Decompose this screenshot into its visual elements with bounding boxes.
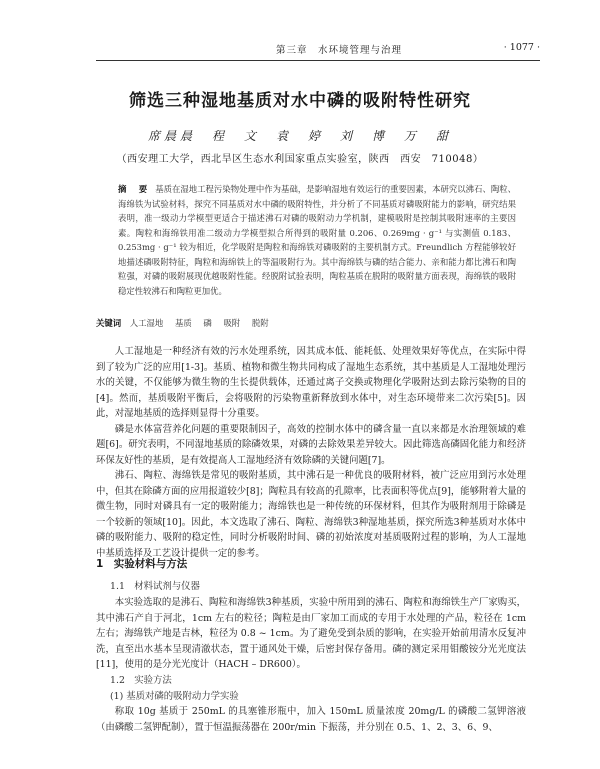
keyword: 人工湿地 bbox=[129, 318, 164, 328]
method-paragraph-block bbox=[96, 704, 526, 735]
subsection-heading: 1.2 实验方法 bbox=[110, 675, 172, 686]
running-header bbox=[96, 42, 540, 56]
experiment-heading: (1) 基质对磷的吸附动力学实验 bbox=[110, 691, 239, 702]
intro-paragraph: 磷是水体富营养化问题的重要限制因子，高效的控制水体中的磷含量一直以来都是水治理领域的难题[6]。研究表明，不同湿地基质的除磷效果，对磷的去除效果差异较大。因此筛选高磷固化能力和经济环保友好性的基质，是有效提高人工湿地经济有效除磷的关键问题[7]。 bbox=[96, 423, 526, 466]
keyword: 磷 bbox=[203, 318, 212, 328]
materials-paragraph: 本实验选取的是沸石、陶粒和海绵铁3种基质，实验中所用到的沸石、陶粒和海绵铁生产厂家购买，其中沸石产自于河北，1cm 左右的粒径；陶粒是由厂家加工而成的专用于水处理的产品，粒径在 1cm 左右；海绵铁产地是吉林，粒径为 0.8 ~ 1cm。为了避免受到杂质的影响，在实验开始前用清水反复冲洗，直至出水基本呈现清澈状态，置于通风处干燥，后密封保存备用。磷的测定采用钼酸铵分光光度法[11]，使用的是分光光度计（HACH – DR600）。 bbox=[96, 597, 526, 670]
introduction bbox=[96, 344, 526, 561]
header-rule bbox=[96, 60, 540, 61]
page-number: · 1077 · bbox=[503, 42, 540, 53]
abstract-label: 摘 要 bbox=[118, 184, 150, 194]
chapter-title: 第三章 水环境管理与治理 bbox=[276, 45, 403, 56]
section-heading: 1 实验材料与方法 bbox=[96, 558, 188, 570]
affiliation: （西安理工大学，西北旱区生态水利国家重点实验室，陕西 西安 710048） bbox=[116, 154, 484, 165]
subsection-heading: 1.1 材料试剂与仪器 bbox=[110, 581, 200, 592]
paper-title: 筛选三种湿地基质对水中磷的吸附特性研究 bbox=[129, 91, 471, 111]
abstract-text: 基质在湿地工程污染物处理中作为基础，是影响湿地有效运行的重要因素，本研究以沸石、陶粒、海绵铁为试验材料，探究不同基质对水中磷的吸附特性，并分析了不同基质对磷吸附能力的影响，研究结果表明，准一级动力学模型更适合于描述沸石对磷的吸附动力学机制，建模吸附是控制其吸附速率的主要因素。陶粒和海绵铁用准二级动力学模型拟合所得到的吸附量 0.206、0.269mg · g⁻¹ 与实测值 0.183、0.253mg · g⁻¹ 较为相近，化学吸附是陶粒和海绵铁对磷吸附的主要机制方式。Freundlich 方程能够较好地描述磷吸附特征，陶粒和海绵铁上的等温吸附行为。其中海绵铁与磷的结合能力、亲和能力都比沸石和陶粒强，对磷的吸附展现优越吸附性能。经脱附试验表明，陶粒基质在脱附的吸附量方面表现，海绵铁的吸附稳定性较沸石和陶粒更加优。 bbox=[118, 184, 517, 296]
keywords bbox=[96, 317, 516, 329]
keywords-label: 关键词 bbox=[96, 318, 122, 328]
author-list: 席晨晨 程 文 袁 婷 刘 博 万 甜 bbox=[147, 129, 452, 143]
abstract bbox=[118, 182, 516, 298]
intro-paragraph: 沸石、陶粒、海绵铁是常见的吸附基质，其中沸石是一种优良的吸附材料，被广泛应用到污水处理中，但其在除磷方面的应用报道较少[8]；陶粒具有较高的孔隙率，比表面积等优点[9]，能够附着大量的微生物，同时对磷具有一定的吸附能力；海绵铁也是一种传统的环保材料，但其作为吸附剂用于除磷是一个较新的领域[10]。因此，本文选取了沸石、陶粒、海绵铁3种湿地基质，探究所选3种基质对水体中磷的吸附能力、吸附的稳定性，同时分析吸附时间、磷的初始浓度对基质吸附过程的影响，为人工湿地中基质选择及工艺设计提供一定的参考。 bbox=[96, 470, 526, 559]
materials-paragraph-block bbox=[96, 595, 526, 673]
keyword: 基质 bbox=[174, 318, 192, 328]
keyword: 吸附 bbox=[223, 318, 241, 328]
intro-paragraph: 人工湿地是一种经济有效的污水处理系统，因其成本低、能耗低、处理效果好等优点，在实际中得到了较为广泛的应用[1-3]。基质、植物和微生物共同构成了湿地生态系统，其中基质是人工湿地处理污水的关键，不仅能够为微生物的生长提供载体，还通过离子交换或物理化学吸附达到去除污染物的目的[4]。然而，基质吸附平衡后，会将吸附的污染物重新释放到水体中，对生态环境带来二次污染[5]。因此，对湿地基质的选择则显得十分重要。 bbox=[96, 346, 526, 419]
method-paragraph: 称取 10g 基质于 250mL 的具塞锥形瓶中，加入 150mL 质量浓度 20mg/L 的磷酸二氢钾溶液（由磷酸二氢钾配制），置于恒温振荡器在 200r/min 下振荡，并分别在 0.5、1、2、3、6、9、 bbox=[96, 706, 526, 733]
keyword: 脱附 bbox=[251, 318, 269, 328]
